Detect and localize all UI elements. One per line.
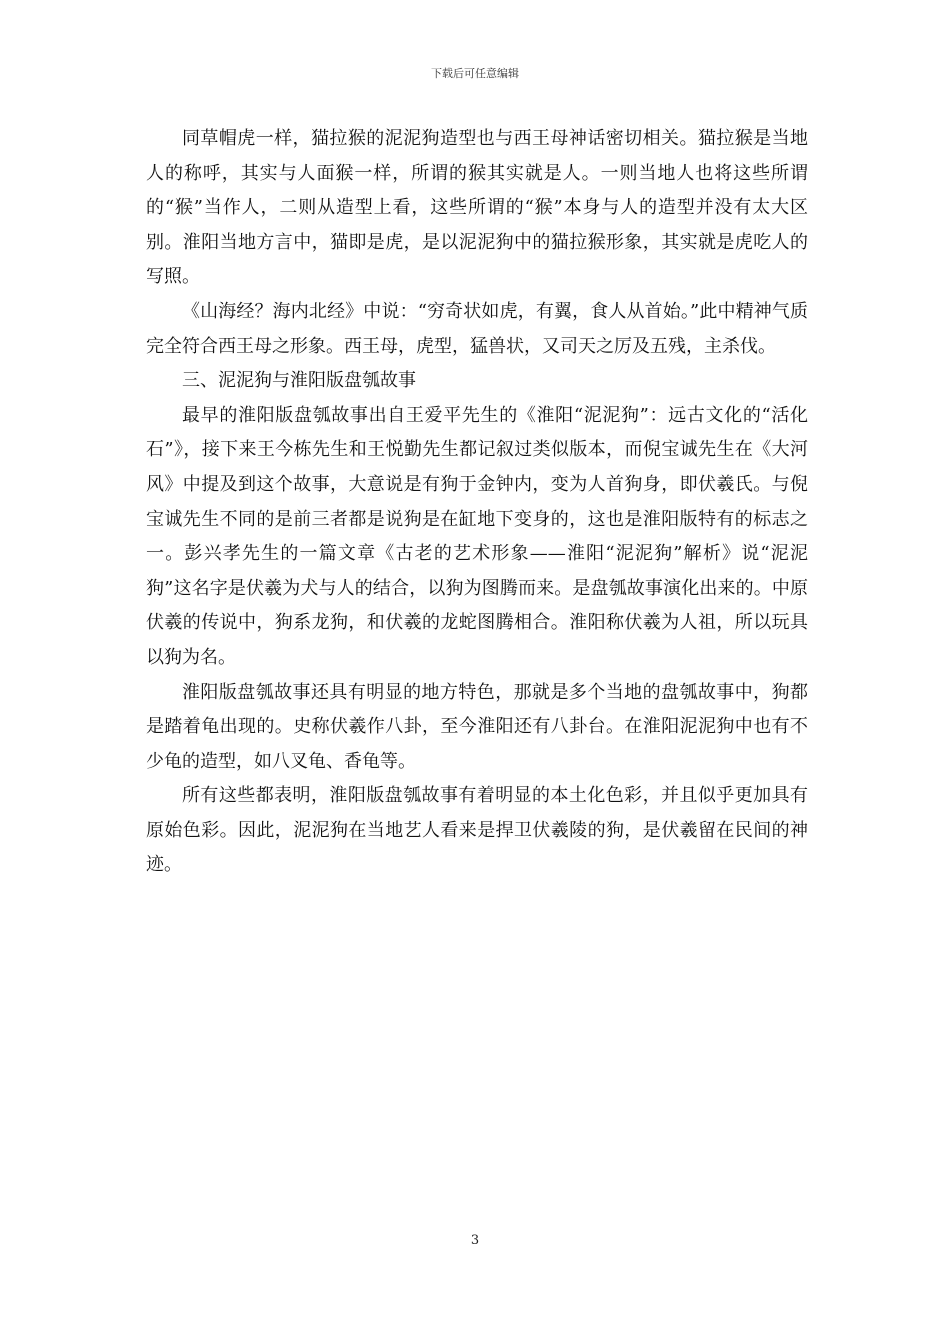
paragraph: 最早的淮阳版盘瓠故事出自王爱平先生的《淮阳“泥泥狗”：远古文化的“活化石”》，接下来王今栋先生和王悦勤先生都记叙过类似版本，而倪宝诚先生在《大河风》中提及到这个故事，大意说是有狗于金钟内，变为人首狗身，即伏羲氏。与倪宝诚先生不同的是前三者都是说狗是在缸地下变身的，这也是淮阳版特有的标志之一。彭兴孝先生的一篇文章《古老的艺术形象——淮阳“泥泥狗”解析》说“泥泥狗”这名字是伏羲为犬与人的结合，以狗为图腾而来。是盘瓠故事演化出来的。中原伏羲的传说中，狗系龙狗，和伏羲的龙蛇图腾相合。淮阳称伏羲为人祖，所以玩具以狗为名。 xyxy=(146,404,808,668)
paragraph: 《山海经？海内北经》中说：“穷奇状如虎，有翼，食人从首始。”此中精神气质完全符合西王母之形象。西王母，虎型，猛兽状，又司天之厉及五残，主杀伐。 xyxy=(146,300,808,357)
paragraph: 所有这些都表明，淮阳版盘瓠故事有着明显的本土化色彩，并且似乎更加具有原始色彩。因此，泥泥狗在当地艺人看来是捍卫伏羲陵的狗，是伏羲留在民间的神迹。 xyxy=(146,785,808,876)
section-heading: 三、泥泥狗与淮阳版盘瓠故事 xyxy=(182,370,416,392)
page-number: 3 xyxy=(470,1233,480,1248)
page-header: 下载后可任意编辑 xyxy=(431,67,519,80)
document-body xyxy=(146,122,808,883)
paragraph: 淮阳版盘瓠故事还具有明显的地方特色，那就是多个当地的盘瓠故事中，狗都是踏着龟出现的。史称伏羲作八卦，至今淮阳还有八卦台。在淮阳泥泥狗中也有不少龟的造型，如八叉龟、香龟等。 xyxy=(146,681,808,772)
paragraph: 同草帽虎一样，猫拉猴的泥泥狗造型也与西王母神话密切相关。猫拉猴是当地人的称呼，其实与人面猴一样，所谓的猴其实就是人。一则当地人也将这些所谓的“猴”当作人，二则从造型上看，这些所谓的“猴”本身与人的造型并没有太大区别。淮阳当地方言中，猫即是虎，是以泥泥狗中的猫拉猴形象，其实就是虎吃人的写照。 xyxy=(146,128,808,288)
